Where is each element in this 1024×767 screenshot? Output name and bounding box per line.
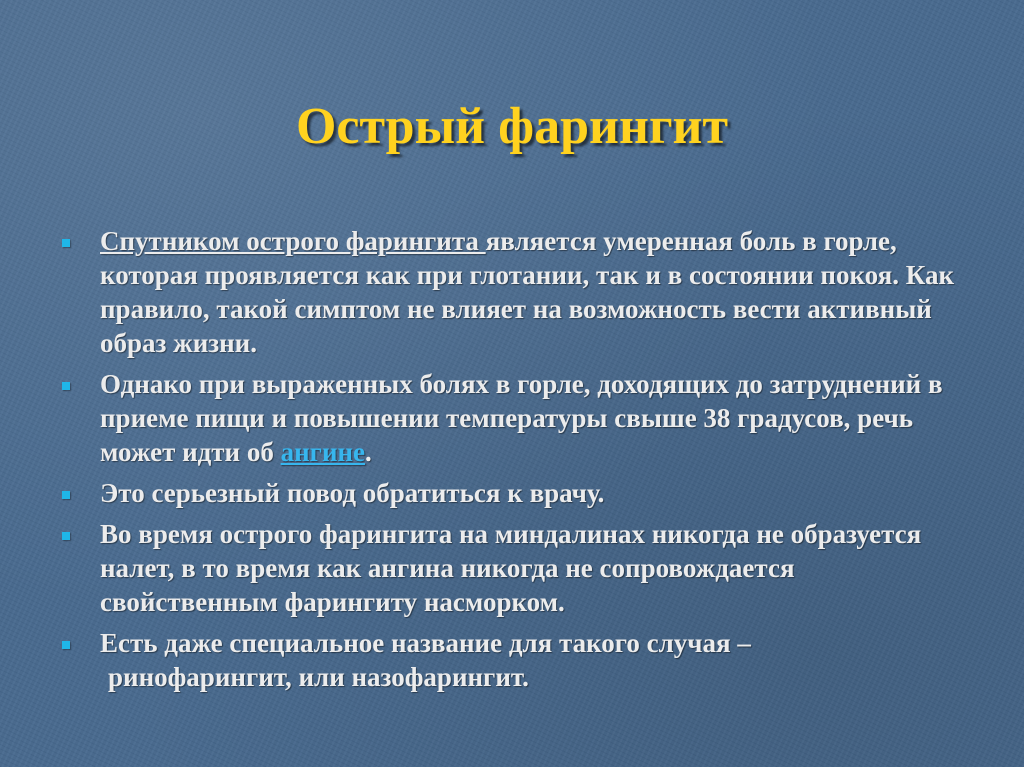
- bullet-text-line-1: Есть даже специальное название для такого случая –: [100, 628, 751, 658]
- square-bullet-icon: [62, 532, 70, 540]
- list-item: [58, 476, 958, 510]
- square-bullet-icon: [62, 239, 70, 247]
- square-bullet-icon: [62, 641, 70, 649]
- list-item: [58, 517, 958, 619]
- bullet-text: Во время острого фарингита на миндалинах никогда не образуется налет, в то время как ангина никогда не сопровождается свойственным фарингиту насморком.: [100, 519, 922, 617]
- list-item: [58, 367, 958, 469]
- bullet-text-end: .: [365, 437, 372, 467]
- bullet-list: [58, 224, 958, 701]
- bullet-text: Однако при выраженных болях в горле, доходящих до затруднений в приеме пищи и повышении температуры свыше 38 градусов, речь может идти об: [100, 369, 943, 467]
- square-bullet-icon: [62, 382, 70, 390]
- slide-title: Острый фарингит: [295, 98, 729, 155]
- underlined-lead-text: Спутником острого фарингита: [100, 226, 486, 256]
- bullet-text-line-2: ринофарингит, или назофарингит.: [108, 662, 529, 692]
- square-bullet-icon: [62, 491, 70, 499]
- angina-link[interactable]: ангине: [280, 437, 366, 467]
- bullet-text: Это серьезный повод обратиться к врачу.: [100, 478, 605, 508]
- list-item: [58, 626, 958, 694]
- bullet-text: является умеренная боль в горле, которая проявляется как при глотании, так и в состоянии покоя. Как правило, такой симптом не влияет на возможность вести активный образ жизни.: [100, 226, 955, 358]
- list-item: [58, 224, 958, 360]
